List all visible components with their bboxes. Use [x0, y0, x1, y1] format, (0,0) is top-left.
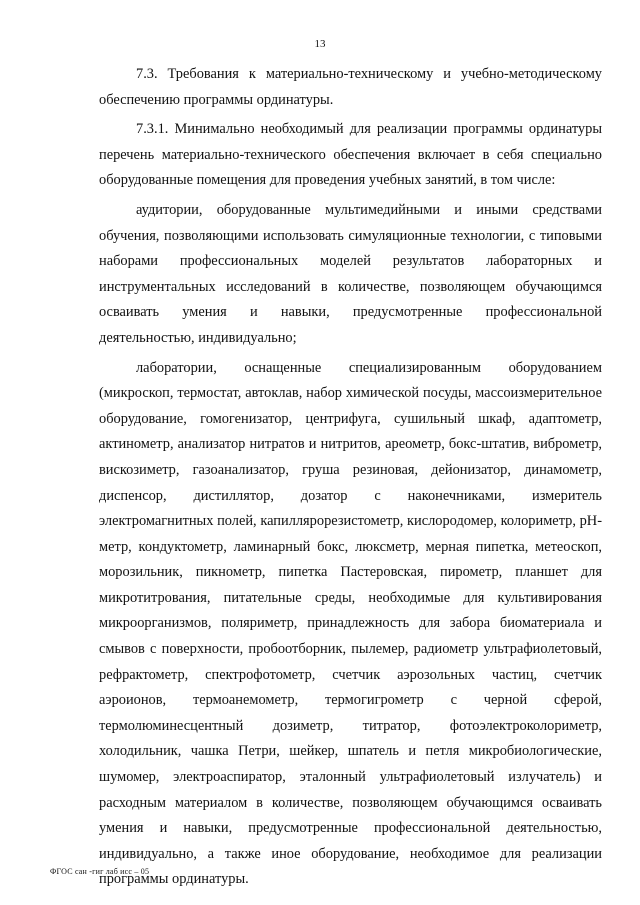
page-number: 13: [314, 38, 326, 50]
paragraph-auditoriums: аудитории, оборудованные мультимедийными и иными средствами обучения, позволяющими использовать симуляционные технологии, с типовыми наборами профессиональных моделей результатов лабораторных и инструментальных исследований в количестве, позволяющем обучающимся осваивать умения и навыки, предусмотренные профессиональной деятельностью, индивидуально;: [99, 201, 602, 346]
paragraph-7-3-1: 7.3.1. Минимально необходимый для реализации программы ординатуры перечень материально-технического обеспечения включает в себя специально оборудованные помещения для проведения учебных занятий, в том числе:: [99, 121, 602, 189]
footer-doc-code: ФГОС сан -гиг лаб исс – 05: [50, 867, 150, 876]
section-heading-7-3: 7.3. Требования к материально-техническому и учебно-методическому обеспечению программы ординатуры.: [99, 66, 602, 108]
paragraph-laboratories: лаборатории, оснащенные специализированным оборудованием (микроскоп, термостат, автоклав, набор химической посуды, массоизмерительное оборудование, гомогенизатор, центрифуга, сушильный шкаф, адаптометр, актинометр, анализатор нитратов и нитритов, ареометр, бокс-штатив, виброметр, вискозиметр, газоанализатор, груша резиновая, дейонизатор, динамометр, диспенсор, дистиллятор, дозатор с наконечниками, измеритель электромагнитных полей, капиллярорезистометр, кислородомер, колориметр, рН-метр, кондуктометр, ламинарный бокс, люксметр, мерная пипетка, метеоскоп, морозильник, пикнометр, пипетка Пастеровская, пирометр, планшет для микротитрования, питательные среды, необходимые для культивирования микроорганизмов, поляриметр, принадлежность для забора биоматериала и смывов с поверхности, пробоотборник, пылемер, радиометр ультрафиолетовый, рефрактометр, спектрофотометр, счетчик аэрозольных частиц, счетчик аэроионов, термоанемометр, термогигрометр с черной сферой, термолюминесцентный дозиметр, титратор, фотоэлектроколориметр, холодильник, чашка Петри, шейкер, шпатель и петля микробиологические, шумомер, электроаспиратор, эталонный ультрафиолетовый излучатель) и расходным материалом в количестве, позволяющем обучающимся осваивать умения и навыки, предусмотренные профессиональной деятельностью, индивидуально, а также иное оборудование, необходимое для реализации программы ординатуры.: [99, 359, 602, 888]
document-body: [99, 62, 602, 893]
